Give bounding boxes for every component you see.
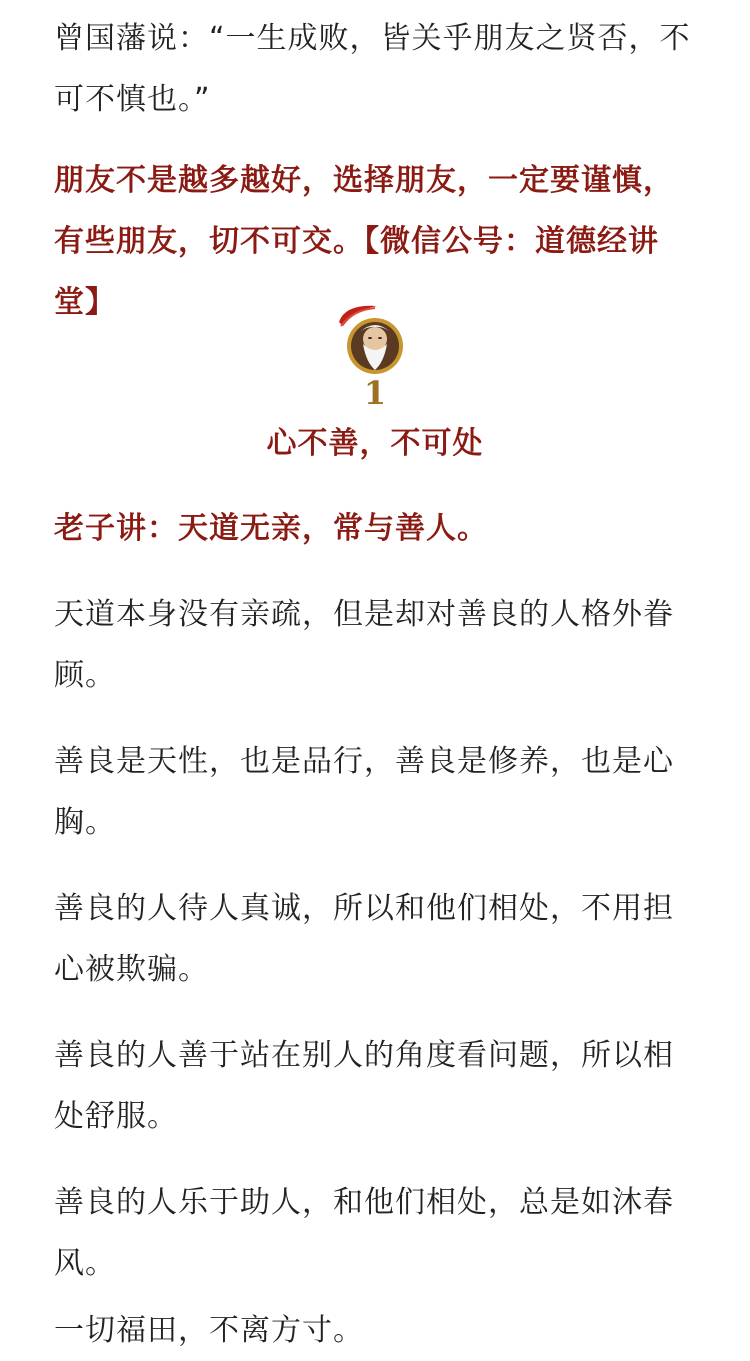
emphasis-intro: 朋友不是越多越好，选择朋友，一定要谨慎，有些朋友，切不可交。【微信公号：道德经讲堂】 [54,163,674,320]
intro-quote: 曾国藩说：“一生成败，皆关乎朋友之贤否，不可不慎也。” [54,21,691,117]
section-emblem [333,300,417,412]
paragraph-5: 善良的人乐于助人，和他们相处，总是如沐春风。 [54,1185,674,1281]
paragraph-2: 善良是天性，也是品行，善良是修养，也是心胸。 [54,744,674,840]
section-number: 1 [363,374,387,412]
lead-bold: 老子讲：天道无亲，常与善人。 [54,511,488,546]
paragraph-4: 善良的人善于站在别人的角度看问题，所以相处舒服。 [54,1038,674,1134]
paragraph-6: 一切福田，不离方寸。 [54,1313,364,1348]
paragraph-1: 天道本身没有亲疏，但是却对善良的人格外眷顾。 [54,597,674,693]
laozi-portrait-icon [347,318,403,374]
paragraph-3: 善良的人待人真诚，所以和他们相处，不用担心被欺骗。 [54,891,674,987]
section-title: 心不善，不可处 [266,426,484,461]
